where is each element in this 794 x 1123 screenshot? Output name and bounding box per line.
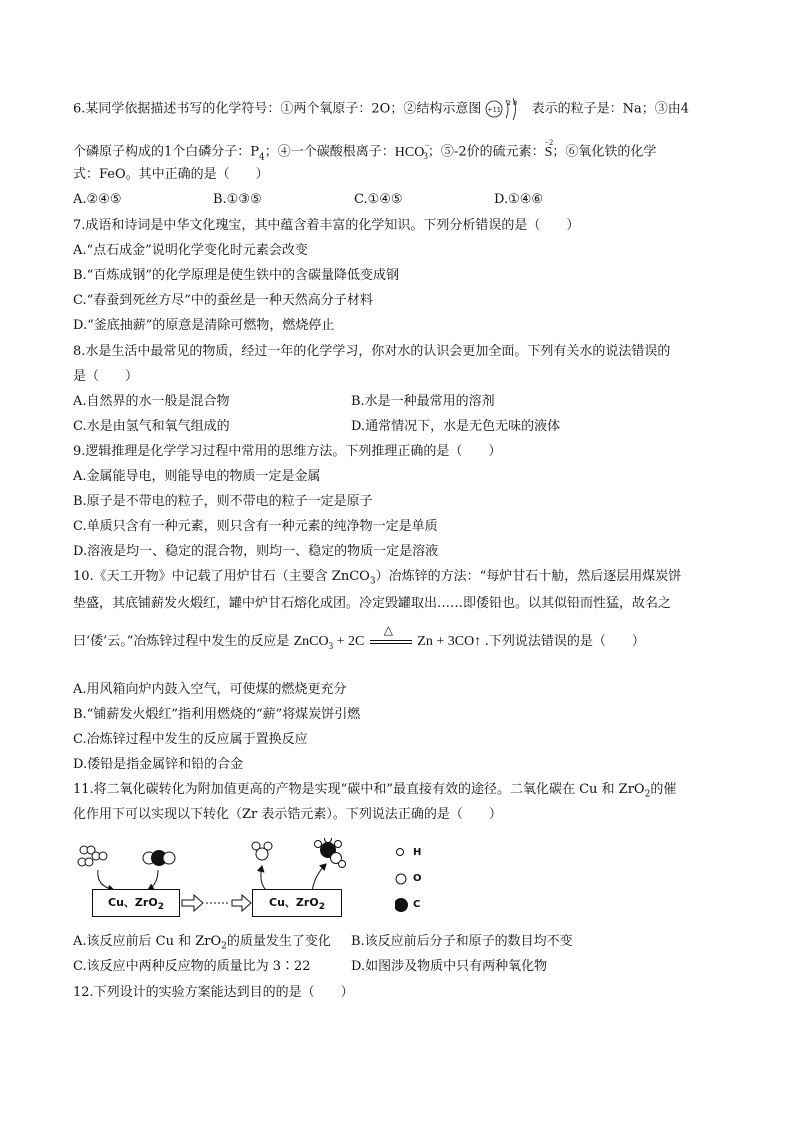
hydrogen-molecules-icon [78, 846, 107, 866]
hydrogen-atom-icon [395, 846, 407, 858]
oxygen-atom-icon [395, 872, 409, 886]
q9-option-c: C.单质只含有一种元素，则只含有一种元素的纯净物一定是单质 [73, 519, 438, 534]
heat-condition-symbol: △ [383, 622, 394, 637]
q11-option-b: B.该反应前后分子和原子的数目均不变 [351, 934, 573, 949]
q8-option-d: D.通常情况下，水是无色无味的液体 [351, 419, 561, 434]
q11-option-a: A.该反应前后 Cu 和 ZrO$_2$的质量发生了变化 [73, 934, 331, 952]
q8-stem-line1: 8.水是生活中最常见的物质，经过一年的化学学习，你对水的认识会更加全面。下列有关水的说法错误的 [73, 344, 671, 359]
q7-option-b: B.“百炼成钢”的化学原理是使生铁中的含碳量降低变成钢 [73, 268, 399, 283]
q8-option-c: C.水是由氢气和氧气组成的 [73, 419, 230, 434]
q12-stem: 12.下列设计的实验方案能达到目的的是（ ） [73, 985, 354, 1000]
catalyst-box-1: Cu、ZrO$_2$ [92, 889, 180, 917]
q6-line3: 式：FeO。其中正确的是（ ） [73, 167, 269, 182]
hco3-formula: $HCO^-_3$ [394, 140, 430, 162]
q7-option-d: D.“釜底抽薪”的原意是清除可燃物，燃烧停止 [73, 318, 335, 333]
methanol-molecule-icon [315, 838, 346, 868]
carbon-atom-icon [395, 898, 411, 914]
q7-stem: 7.成语和诗词是中华文化瑰宝，其中蕴含着丰富的化学知识。下列分析错误的是（ ） [73, 218, 580, 233]
reaction-equation: ZnCO$_3$ + 2C △ Zn + 3CO↑ [293, 622, 482, 651]
process-arrow-icon [182, 895, 251, 911]
sulfur-valence: −2 S [544, 137, 554, 160]
q7-option-c: C.“春蚕到死丝方尽”中的蚕丝是一种天然高分子材料 [73, 293, 373, 308]
q6-line1: 6.某同学依据描述书写的化学符号：①两个氧原子：2O；②结构示意图 +11 2 8 表示的粒子是：Na；③由4 [73, 96, 689, 122]
q10-option-b: B.“铺薪发火煅红”指利用燃烧的“薪”将煤炭饼引燃 [73, 707, 361, 722]
q10-option-c: C.冶炼锌过程中发生的反应属于置换反应 [73, 732, 308, 747]
equation-arrow [368, 622, 414, 649]
q8-stem-line2: 是（ ） [73, 369, 139, 384]
q6-option-a: A.②④⑤ [73, 192, 122, 207]
atom-nucleus-label: +11 [487, 105, 502, 114]
q9-stem: 9.逻辑推理是化学学习过程中常用的思维方法。下列推理正确的是（ ） [73, 444, 502, 459]
q10-option-d: D.倭铅是指金属锌和铅的合金 [73, 757, 244, 772]
q11-option-c: C.该反应中两种反应物的质量比为 3∶22 [73, 959, 311, 974]
q6-option-d: D.①④⑥ [494, 192, 544, 207]
q10-line2: 垫盛，其底铺薪发火煅红，罐中炉甘石熔化成团。冷定毁罐取出……即倭铅也。以其似铅而性猛，故名之 [73, 596, 672, 611]
atom-shells-label: 2 8 [507, 99, 518, 107]
carbon-dioxide-molecule-icon [143, 850, 175, 866]
q8-option-b: B.水是一种最常用的溶剂 [351, 394, 495, 409]
atomic-structure-icon [485, 96, 527, 122]
q11-line1: 11.将二氧化碳转化为附加值更高的产物是实现“碳中和”最直接有效的途径。二氧化碳在 Cu 和 ZrO$_2$的催 [73, 782, 677, 800]
q6-line2: 个磷原子构成的1个白磷分子：$P_4$；④一个碳酸根离子：$HCO^-_3$；⑤-2价的硫元素： −2 S；⑥氧化铁的化学 [73, 137, 657, 163]
q11-option-d: D.如图涉及物质中只有两种氧化物 [351, 959, 548, 974]
q10-line3: 曰‘倭’云。”冶炼锌过程中发生的反应是 ZnCO$_3$ + 2C △ Zn + 3CO↑ .下列说法错误的是（ ） [73, 622, 645, 651]
q6-option-c: C.①④⑤ [354, 192, 403, 207]
q10-option-a: A.用风箱向炉内鼓入空气，可使煤的燃烧更充分 [73, 682, 347, 697]
catalyst-box-2: Cu、ZrO$_2$ [252, 889, 342, 917]
q8-option-a: A.自然界的水一般是混合物 [73, 394, 230, 409]
q10-line1: 10.《天工开物》中记载了用炉甘石（主要含 ZnCO$_3$）冶炼锌的方法：“每炉甘石十觔，然后逐层用煤炭饼 [73, 569, 682, 587]
q11-line2: 化作用下可以实现以下转化（Zr 表示锆元素）。下列说法正确的是（ ） [73, 807, 502, 822]
q9-option-b: B.原子是不带电的粒子，则不带电的粒子一定是原子 [73, 494, 373, 509]
q6-option-b: B.①③⑤ [213, 192, 262, 207]
reaction-diagram [72, 838, 432, 928]
q9-option-a: A.金属能导电，则能导电的物质一定是金属 [73, 469, 321, 484]
q7-option-a: A.“点石成金”说明化学变化时元素会改变 [73, 243, 308, 258]
q9-option-d: D.溶液是均一、稳定的混合物，则均一、稳定的物质一定是溶液 [73, 544, 439, 559]
water-molecule-icon [252, 842, 272, 860]
